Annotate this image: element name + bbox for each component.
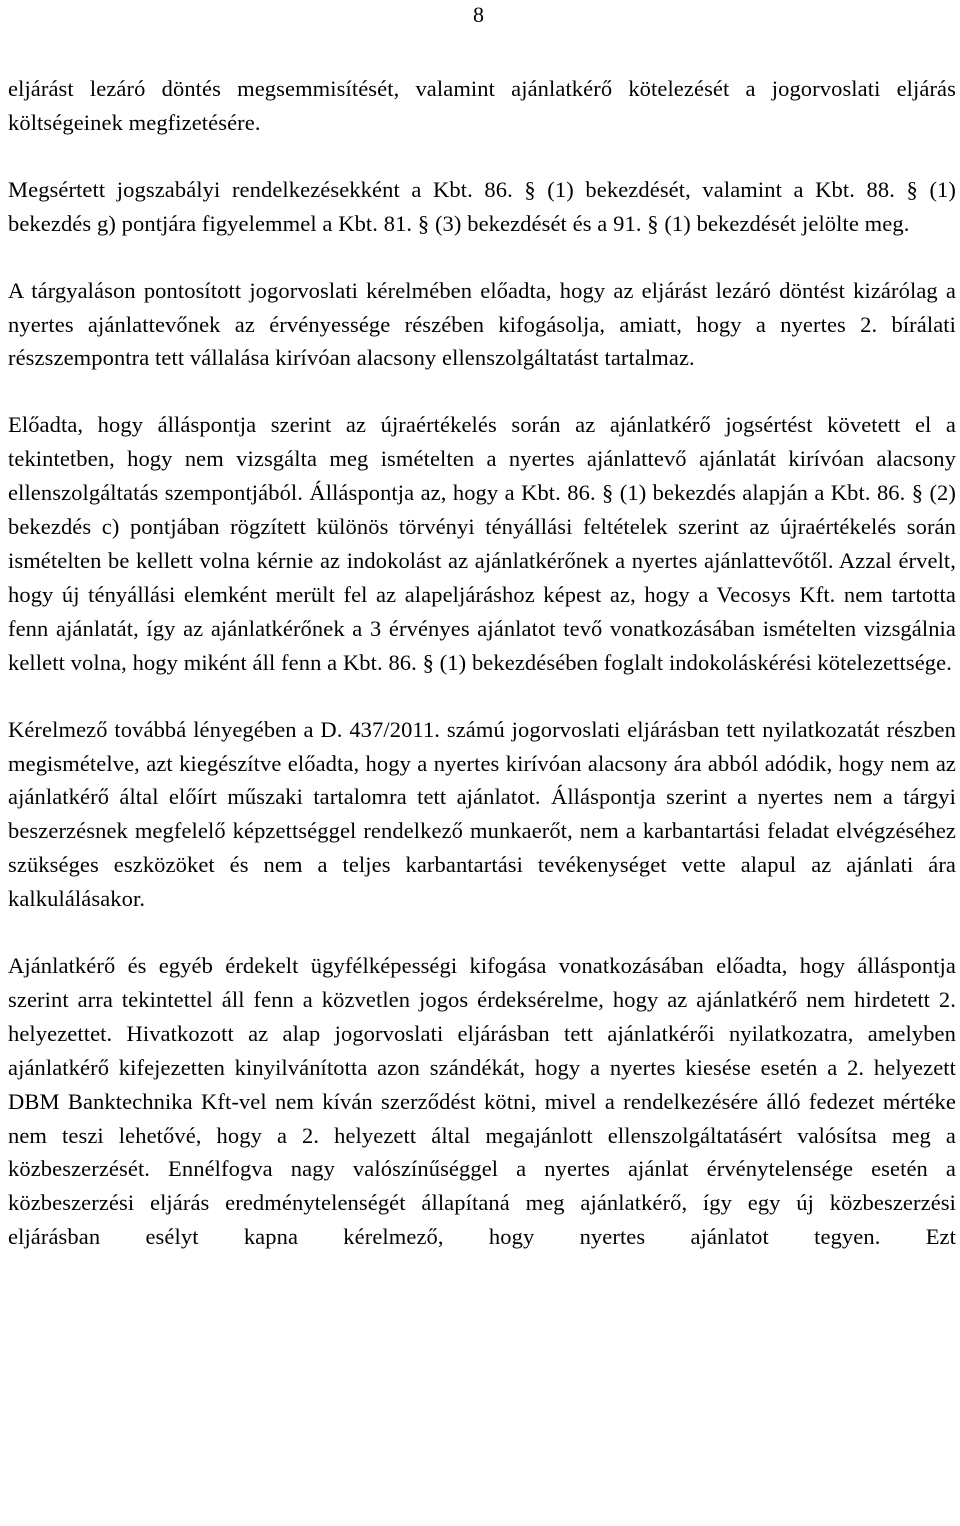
page-number: 8 bbox=[473, 2, 484, 27]
paragraph-4: Előadta, hogy álláspontja szerint az újraértékelés során az ajánlatkérő jogsértést követett el a tekintetben, hogy nem vizsgálta meg ismételten a nyertes ajánlattevő ajánlatát kirívóan alacsony ellenszolgáltatás szempontjából. Álláspontja az, hogy a Kbt. 86. § (1) bekezdés alapján a Kbt. 86. § (2) bekezdés c) pontjában rögzített különös törvényi tényállási feltételek szerint az újraértékelés során ismételten be kellett volna kérnie az indokolást az ajánlatkérőnek a nyertes ajánlattevőtől. Azzal érvelt, hogy új tényállási elemként merült fel az alapeljáráshoz képest az, hogy a Vecosys Kft. nem tartotta fenn ajánlatát, így az ajánlatkérőnek a 3 érvényes ajánlatot tevő vonatkozásában ismételten vizsgálnia kellett volna, hogy miként áll fenn a Kbt. 86. § (1) bekezdésében foglalt indokoláskérési kötelezettsége. bbox=[8, 412, 956, 675]
paragraph-6: Ajánlatkérő és egyéb érdekelt ügyfélképességi kifogása vonatkozásában előadta, hogy álláspontja szerint arra tekintettel áll fenn a közvetlen jogos érdeksérelme, hogy az ajánlatkérő nem hirdetett 2. helyezettet. Hivatkozott az alap jogorvoslati eljárásban tett ajánlatkérői nyilatkozatra, amelyben ajánlatkérő kifejezetten kinyilvánította azon szándékát, hogy a nyertes kiesése esetén a 2. helyezett DBM Banktechnika Kft-vel nem kíván szerződést kötni, mivel a rendelkezésére álló fedezet mértéke nem teszi lehetővé, hogy a 2. helyezett által megajánlott ellenszolgáltatásért valósítsa meg a közbeszerzését. Ennélfogva nagy valószínűséggel a nyertes ajánlat érvénytelensége esetén a közbeszerzési eljárás eredménytelenségét állapítaná meg ajánlatkérő, így egy új közbeszerzési eljárásban esélyt kapna kérelmező, hogy nyertes ajánlatot tegyen. Ezt bbox=[8, 953, 956, 1250]
document-body bbox=[8, 72, 956, 1254]
paragraph-3: A tárgyaláson pontosított jogorvoslati kérelmében előadta, hogy az eljárást lezáró döntést kizárólag a nyertes ajánlattevőnek az érvényessége részében kifogásolja, amiatt, hogy a nyertes 2. bírálati részszempontra tett vállalása kirívóan alacsony ellenszolgáltatást tartalmaz. bbox=[8, 277, 956, 371]
paragraph-1: eljárást lezáró döntés megsemmisítését, valamint ajánlatkérő kötelezését a jogorvoslati eljárás költségeinek megfizetésére. bbox=[8, 76, 956, 135]
paragraph-5: Kérelmező továbbá lényegében a D. 437/2011. számú jogorvoslati eljárásban tett nyilatkozatát részben megismételve, azt kiegészítve előadta, hogy a nyertes kirívóan alacsony ára abból adódik, hogy nem az ajánlatkérő által előírt műszaki tartalomra tett ajánlatot. Álláspontja szerint a nyertes nem a tárgyi beszerzésnek megfelelő képzettséggel rendelkező munkaerőt, nem a karbantartási feladat elvégzéséhez szükséges eszközöket és nem a teljes karbantartási tevékenységet vette alapul az ajánlati ára kalkulálásakor. bbox=[8, 716, 956, 912]
paragraph-2: Megsértett jogszabályi rendelkezésekként a Kbt. 86. § (1) bekezdését, valamint a Kbt. 88. § (1) bekezdés g) pontjára figyelemmel a Kbt. 81. § (3) bekezdését és a 91. § (1) bekezdését jelölte meg. bbox=[8, 176, 956, 236]
